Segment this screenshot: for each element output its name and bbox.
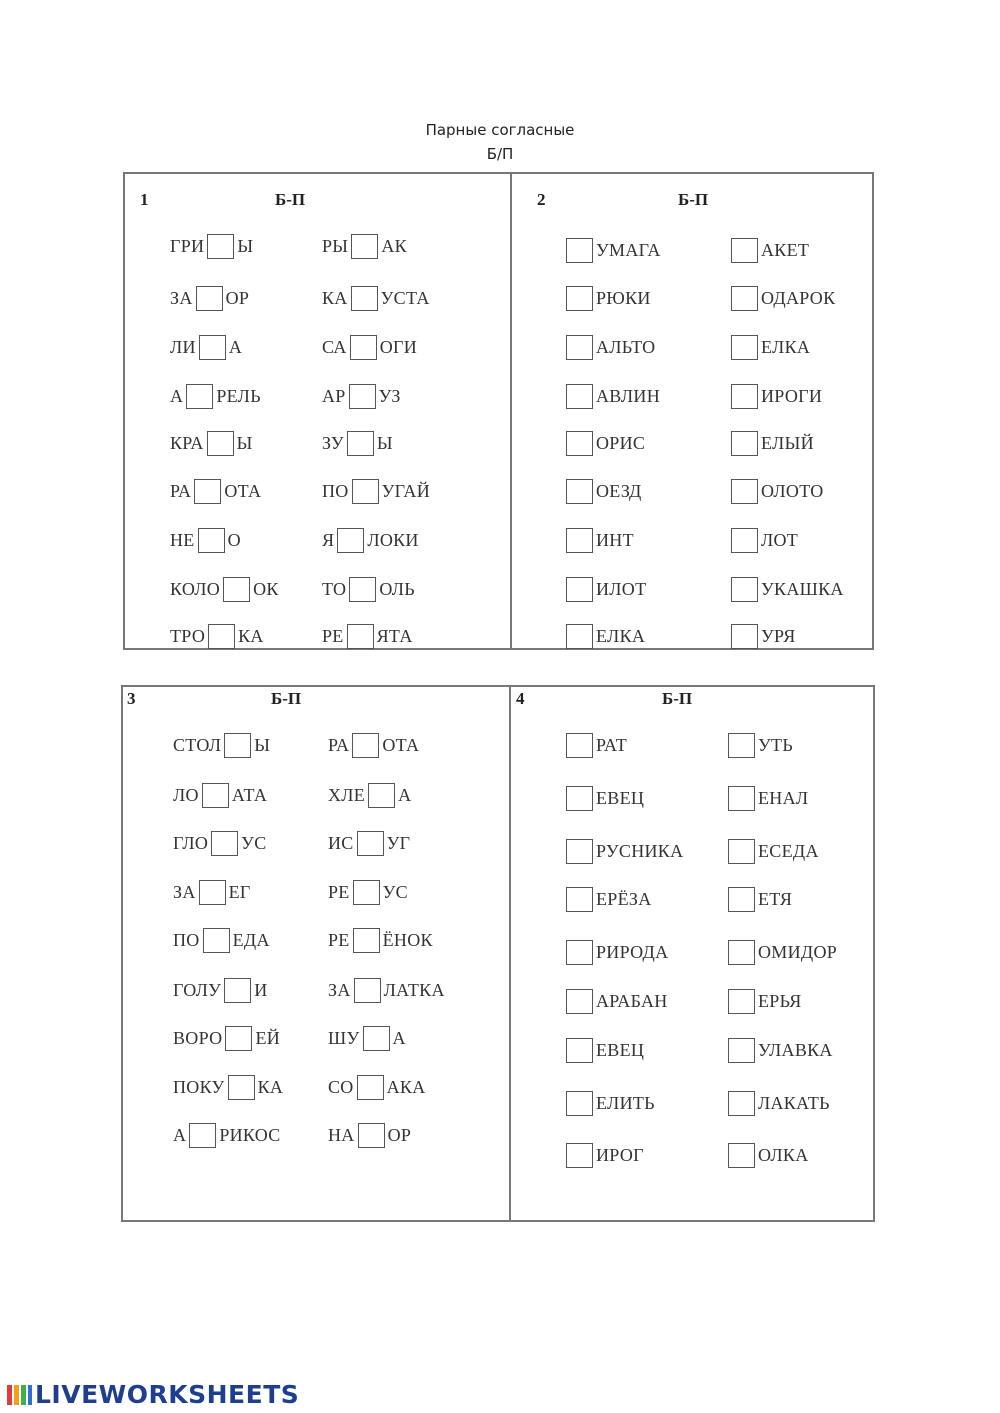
word-suffix: РЮКИ: [596, 287, 651, 308]
word-item: [566, 838, 683, 864]
word-suffix: Ы: [254, 734, 271, 755]
word-item: [328, 1074, 426, 1100]
word-item: [731, 623, 796, 649]
word-item: [566, 785, 644, 811]
letter-answer-box[interactable]: [358, 1123, 385, 1148]
word-item: [173, 830, 267, 856]
word-suffix: РУСНИКА: [596, 840, 684, 861]
word-prefix: РЫ: [322, 235, 349, 256]
block-divider: [509, 687, 511, 1220]
letter-answer-box[interactable]: [354, 978, 381, 1003]
word-suffix: УЛАВКА: [758, 1039, 833, 1060]
word-item: [173, 879, 251, 905]
word-suffix: ОЕЗД: [596, 480, 642, 501]
letter-answer-box[interactable]: [728, 940, 755, 965]
word-suffix: ЕВЕЦ: [596, 1039, 645, 1060]
word-suffix: АТА: [231, 784, 268, 805]
word-prefix: ЛО: [173, 784, 199, 805]
word-suffix: ЁНОК: [382, 929, 433, 950]
word-suffix: ОК: [253, 578, 279, 599]
word-item: [322, 576, 415, 602]
word-item: [170, 478, 261, 504]
word-suffix: Ы: [376, 432, 393, 453]
letter-answer-box[interactable]: [728, 786, 755, 811]
letter-answer-box[interactable]: [566, 839, 593, 864]
letter-answer-box[interactable]: [350, 335, 377, 360]
word-item: [566, 576, 646, 602]
word-item: [566, 237, 661, 263]
word-item: [731, 334, 810, 360]
word-suffix: ЕЛКА: [596, 625, 646, 646]
exercise-heading: Б-П: [678, 190, 709, 209]
word-item: [322, 383, 401, 409]
word-suffix: ЯТА: [376, 625, 413, 646]
word-prefix: ЗУ: [322, 432, 344, 453]
word-item: [731, 527, 798, 553]
letter-answer-box[interactable]: [731, 238, 758, 263]
word-suffix: ОЛКА: [758, 1144, 809, 1165]
word-item: [173, 1074, 283, 1100]
word-item: [566, 988, 668, 1014]
word-suffix: ОЛЬ: [379, 578, 415, 599]
word-suffix: ОДАРОК: [761, 287, 836, 308]
word-prefix: Я: [322, 529, 335, 550]
word-prefix: ГЛО: [173, 832, 209, 853]
word-suffix: ЕСЕДА: [758, 840, 819, 861]
word-prefix: СТОЛ: [173, 734, 222, 755]
word-item: [566, 527, 634, 553]
word-suffix: А: [228, 336, 243, 357]
word-prefix: СО: [328, 1076, 354, 1097]
letter-answer-box[interactable]: [337, 528, 364, 553]
word-item: [170, 527, 241, 553]
word-prefix: ХЛЕ: [328, 784, 366, 805]
exercise-heading: Б-П: [275, 190, 306, 209]
letter-answer-box[interactable]: [351, 234, 378, 259]
word-prefix: ТРО: [170, 625, 206, 646]
word-suffix: КА: [257, 1076, 284, 1097]
letter-answer-box[interactable]: [566, 786, 593, 811]
word-suffix: УКАШКА: [761, 578, 844, 599]
word-suffix: УРЯ: [761, 625, 796, 646]
word-suffix: О: [227, 529, 241, 550]
liveworksheets-logo-icon: [5, 1381, 33, 1409]
letter-answer-box[interactable]: [731, 286, 758, 311]
word-prefix: ПО: [173, 929, 200, 950]
letter-answer-box[interactable]: [728, 989, 755, 1014]
word-item: [170, 334, 242, 360]
word-suffix: ЕЛКА: [761, 336, 811, 357]
letter-answer-box[interactable]: [194, 479, 221, 504]
word-prefix: ВОРО: [173, 1027, 223, 1048]
word-item: [170, 576, 279, 602]
letter-answer-box[interactable]: [566, 335, 593, 360]
word-suffix: ЕНАЛ: [758, 787, 809, 808]
word-item: [728, 785, 808, 811]
exercise-number: 3: [127, 689, 136, 708]
word-prefix: КОЛО: [170, 578, 221, 599]
word-item: [328, 927, 433, 953]
letter-answer-box[interactable]: [566, 479, 593, 504]
word-item: [566, 1090, 655, 1116]
letter-answer-box[interactable]: [731, 577, 758, 602]
letter-answer-box[interactable]: [728, 1143, 755, 1168]
word-suffix: ЛАТКА: [383, 979, 445, 1000]
word-suffix: ЕВЕЦ: [596, 787, 645, 808]
word-item: [728, 838, 819, 864]
letter-answer-box[interactable]: [728, 733, 755, 758]
word-prefix: ПО: [322, 480, 349, 501]
word-prefix: ЗА: [170, 287, 193, 308]
word-prefix: РЕ: [322, 625, 344, 646]
word-item: [731, 576, 844, 602]
letter-answer-box[interactable]: [357, 831, 384, 856]
letter-answer-box[interactable]: [353, 928, 380, 953]
letter-answer-box[interactable]: [199, 880, 226, 905]
word-item: [566, 1037, 644, 1063]
word-item: [566, 334, 655, 360]
word-item: [322, 623, 413, 649]
word-suffix: ОЛОТО: [761, 480, 824, 501]
word-item: [566, 478, 642, 504]
word-prefix: ЛИ: [170, 336, 196, 357]
word-item: [566, 886, 652, 912]
word-item: [322, 478, 430, 504]
letter-answer-box[interactable]: [228, 1075, 255, 1100]
word-item: [328, 732, 419, 758]
letter-answer-box[interactable]: [566, 733, 593, 758]
word-prefix: НА: [328, 1124, 355, 1145]
word-item: [731, 430, 814, 456]
word-item: [173, 1122, 281, 1148]
letter-answer-box[interactable]: [731, 479, 758, 504]
letter-answer-box[interactable]: [566, 1143, 593, 1168]
word-suffix: ЕГ: [228, 881, 251, 902]
word-prefix: НЕ: [170, 529, 195, 550]
letter-answer-box[interactable]: [566, 384, 593, 409]
word-suffix: ЕТЯ: [758, 888, 793, 909]
letter-answer-box[interactable]: [202, 783, 229, 808]
letter-answer-box[interactable]: [349, 577, 376, 602]
word-suffix: АКЕТ: [761, 239, 810, 260]
word-suffix: УЗ: [378, 385, 401, 406]
word-suffix: УС: [382, 881, 408, 902]
letter-answer-box[interactable]: [728, 1038, 755, 1063]
word-prefix: ИС: [328, 832, 354, 853]
letter-answer-box[interactable]: [363, 1026, 390, 1051]
word-suffix: ЕЙ: [255, 1027, 281, 1048]
word-suffix: ИРОГ: [596, 1144, 644, 1165]
letter-answer-box[interactable]: [566, 431, 593, 456]
word-suffix: ЛОКИ: [367, 529, 419, 550]
exercise-heading: Б-П: [662, 689, 693, 708]
word-suffix: УГАЙ: [381, 480, 430, 501]
word-item: [728, 886, 792, 912]
word-suffix: ОГИ: [379, 336, 418, 357]
letter-answer-box[interactable]: [353, 880, 380, 905]
letter-answer-box[interactable]: [566, 887, 593, 912]
word-suffix: КА: [238, 625, 264, 646]
exercise-number: 4: [516, 689, 525, 708]
word-suffix: ОТА: [382, 734, 420, 755]
word-prefix: ЗА: [328, 979, 351, 1000]
word-suffix: И: [254, 979, 268, 1000]
word-suffix: АЛЬТО: [596, 336, 656, 357]
word-suffix: Ы: [236, 432, 253, 453]
word-suffix: РИКОС: [219, 1124, 281, 1145]
brand-name: LIVEWORKSHEETS: [35, 1380, 300, 1409]
word-suffix: ОР: [387, 1124, 412, 1145]
word-suffix: ИЛОТ: [596, 578, 647, 599]
word-item: [728, 732, 793, 758]
word-prefix: РА: [170, 480, 192, 501]
word-suffix: АК: [381, 235, 407, 256]
letter-answer-box[interactable]: [566, 238, 593, 263]
word-item: [328, 1122, 411, 1148]
letter-answer-box[interactable]: [566, 1038, 593, 1063]
word-suffix: РИРОДА: [596, 941, 669, 962]
word-suffix: ЕРЁЗА: [596, 888, 652, 909]
letter-answer-box[interactable]: [352, 733, 379, 758]
word-item: [328, 782, 411, 808]
word-prefix: ГОЛУ: [173, 979, 222, 1000]
liveworksheets-footer: [5, 1380, 299, 1409]
word-prefix: ШУ: [328, 1027, 360, 1048]
letter-answer-box[interactable]: [196, 286, 223, 311]
block-divider: [510, 174, 512, 648]
exercise-number: 2: [537, 190, 546, 209]
word-item: [731, 237, 809, 263]
word-suffix: УС: [241, 832, 267, 853]
word-item: [566, 939, 668, 965]
word-suffix: РАТ: [596, 734, 628, 755]
word-suffix: УМАГА: [596, 239, 661, 260]
word-item: [728, 1090, 830, 1116]
letter-answer-box[interactable]: [198, 528, 225, 553]
letter-answer-box[interactable]: [731, 431, 758, 456]
word-suffix: ЛОТ: [761, 529, 799, 550]
word-prefix: А: [170, 385, 184, 406]
word-item: [728, 939, 837, 965]
word-suffix: Ы: [237, 235, 254, 256]
word-item: [728, 988, 802, 1014]
word-item: [566, 1142, 644, 1168]
word-suffix: УТЬ: [758, 734, 793, 755]
word-suffix: АРАБАН: [596, 990, 668, 1011]
letter-answer-box[interactable]: [186, 384, 213, 409]
word-item: [322, 334, 417, 360]
letter-answer-box[interactable]: [728, 1091, 755, 1116]
word-prefix: ТО: [322, 578, 347, 599]
word-item: [566, 732, 627, 758]
letter-answer-box[interactable]: [225, 1026, 252, 1051]
word-suffix: ИРОГИ: [761, 385, 823, 406]
letter-answer-box[interactable]: [224, 733, 251, 758]
letter-answer-box[interactable]: [207, 431, 234, 456]
word-item: [170, 623, 264, 649]
word-prefix: ЗА: [173, 881, 196, 902]
exercise-heading: Б-П: [271, 689, 302, 708]
word-item: [173, 927, 270, 953]
word-item: [322, 233, 407, 259]
word-suffix: АВЛИН: [596, 385, 661, 406]
letter-answer-box[interactable]: [566, 528, 593, 553]
word-suffix: ЕЛЫЙ: [761, 432, 814, 453]
word-suffix: А: [392, 1027, 406, 1048]
word-prefix: ГРИ: [170, 235, 205, 256]
word-prefix: КА: [322, 287, 348, 308]
letter-answer-box[interactable]: [566, 940, 593, 965]
word-item: [322, 430, 393, 456]
word-suffix: УСТА: [380, 287, 430, 308]
word-item: [328, 977, 445, 1003]
letter-answer-box[interactable]: [223, 577, 250, 602]
page-title: Парные согласные: [425, 121, 575, 139]
word-item: [170, 285, 249, 311]
word-item: [731, 383, 822, 409]
word-prefix: КРА: [170, 432, 204, 453]
letter-answer-box[interactable]: [731, 528, 758, 553]
letter-answer-box[interactable]: [349, 384, 376, 409]
word-item: [728, 1142, 809, 1168]
exercise-number: 1: [140, 190, 149, 209]
word-prefix: СА: [322, 336, 347, 357]
letter-answer-box[interactable]: [368, 783, 395, 808]
word-suffix: ОМИДОР: [758, 941, 838, 962]
letter-answer-box[interactable]: [208, 624, 235, 649]
letter-answer-box[interactable]: [224, 978, 251, 1003]
letter-answer-box[interactable]: [207, 234, 234, 259]
letter-answer-box[interactable]: [566, 577, 593, 602]
word-prefix: АР: [322, 385, 346, 406]
word-suffix: ИНТ: [596, 529, 634, 550]
letter-answer-box[interactable]: [566, 1091, 593, 1116]
letter-answer-box[interactable]: [357, 1075, 384, 1100]
word-suffix: АКА: [386, 1076, 426, 1097]
letter-answer-box[interactable]: [347, 431, 374, 456]
letter-answer-box[interactable]: [728, 839, 755, 864]
word-suffix: ОР: [225, 287, 250, 308]
word-suffix: А: [398, 784, 412, 805]
letter-answer-box[interactable]: [731, 384, 758, 409]
letter-answer-box[interactable]: [728, 887, 755, 912]
word-suffix: ЕРЬЯ: [758, 990, 802, 1011]
letter-answer-box[interactable]: [351, 286, 378, 311]
word-item: [328, 1025, 406, 1051]
word-item: [173, 1025, 280, 1051]
word-item: [173, 732, 270, 758]
word-item: [170, 233, 253, 259]
page-subtitle: Б/П: [486, 145, 514, 163]
word-item: [728, 1037, 833, 1063]
letter-answer-box[interactable]: [347, 624, 374, 649]
word-item: [566, 383, 660, 409]
word-item: [322, 527, 419, 553]
letter-answer-box[interactable]: [566, 989, 593, 1014]
letter-answer-box[interactable]: [731, 335, 758, 360]
letter-answer-box[interactable]: [199, 335, 226, 360]
word-suffix: ЕДА: [232, 929, 270, 950]
letter-answer-box[interactable]: [203, 928, 230, 953]
word-suffix: ОРИС: [596, 432, 646, 453]
word-item: [566, 430, 645, 456]
word-prefix: РЕ: [328, 929, 350, 950]
word-prefix: А: [173, 1124, 187, 1145]
letter-answer-box[interactable]: [566, 286, 593, 311]
letter-answer-box[interactable]: [352, 479, 379, 504]
word-prefix: РЕ: [328, 881, 350, 902]
word-item: [731, 478, 824, 504]
word-item: [173, 977, 268, 1003]
letter-answer-box[interactable]: [211, 831, 238, 856]
word-item: [328, 879, 408, 905]
word-item: [566, 623, 645, 649]
word-item: [328, 830, 410, 856]
word-prefix: ПОКУ: [173, 1076, 225, 1097]
word-item: [322, 285, 430, 311]
word-item: [731, 285, 835, 311]
word-item: [566, 285, 651, 311]
word-item: [170, 430, 253, 456]
letter-answer-box[interactable]: [189, 1123, 216, 1148]
word-suffix: ОТА: [224, 480, 262, 501]
word-suffix: ЕЛИТЬ: [596, 1092, 655, 1113]
word-suffix: УГ: [386, 832, 411, 853]
letter-answer-box[interactable]: [731, 624, 758, 649]
word-suffix: ЛАКАТЬ: [758, 1092, 830, 1113]
word-item: [170, 383, 261, 409]
word-item: [173, 782, 267, 808]
word-suffix: РЕЛЬ: [216, 385, 261, 406]
letter-answer-box[interactable]: [566, 624, 593, 649]
word-prefix: РА: [328, 734, 350, 755]
